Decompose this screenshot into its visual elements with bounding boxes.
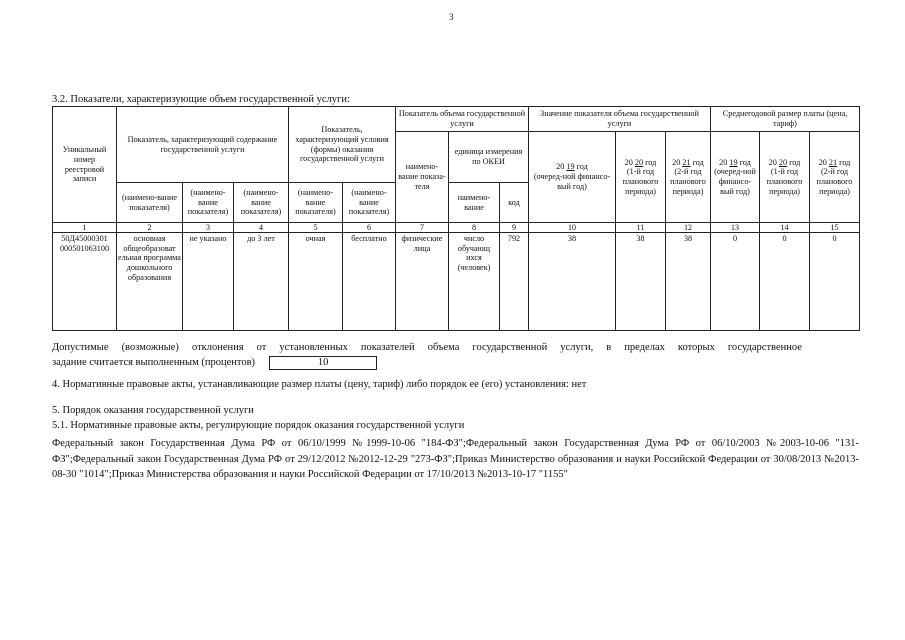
header-unit-name: наимено-вание xyxy=(449,183,500,223)
header-unique-number: Уникальный номер реестровой записи xyxy=(53,107,117,223)
column-numbers-row xyxy=(53,223,860,233)
year-suffix: год xyxy=(645,157,657,167)
year-col-14 xyxy=(760,132,810,223)
year-col-11 xyxy=(616,132,666,223)
year-suffix: год xyxy=(739,157,751,167)
header-content-indicator: Показатель, характеризующий содержание государственной услуги xyxy=(117,107,289,183)
year-value: 20 xyxy=(778,157,788,167)
indicator-name: физические лица xyxy=(396,233,449,331)
section-4: 4. Нормативные правовые акты, устанавливающие размер платы (цену, тариф) либо порядок ее (его) установления: нет xyxy=(52,379,587,390)
word: государственной xyxy=(472,342,548,353)
year-value: 20 xyxy=(634,157,644,167)
content-program: основная общеобразоват ельная программа дошкольного образования xyxy=(117,233,183,331)
word: услуги, xyxy=(560,342,594,353)
year-col-10 xyxy=(529,132,616,223)
word: от xyxy=(256,342,267,353)
column-number: 10 xyxy=(529,223,616,233)
subheader-name-4: (наимено-вание показателя) xyxy=(234,183,289,223)
subheader-name-6: (наимено-вание показателя) xyxy=(343,183,396,223)
column-number: 4 xyxy=(234,223,289,233)
value-year-1: 38 xyxy=(529,233,616,331)
value-year-2: 38 xyxy=(616,233,666,331)
year-prefix: 20 xyxy=(556,162,565,172)
period-label: (очеред-ной финансо-вый год) xyxy=(533,172,611,191)
deviation-value-box: 10 xyxy=(269,356,377,370)
section-5: 5. Порядок оказания государственной услуги xyxy=(52,405,254,416)
word: отклонения xyxy=(191,342,244,353)
year-suffix: год xyxy=(789,157,801,167)
column-number: 3 xyxy=(183,223,234,233)
column-number: 5 xyxy=(289,223,343,233)
period-label: (2-й год планового периода) xyxy=(816,167,853,196)
value-year-3: 38 xyxy=(666,233,711,331)
subheader-name-2: (наимено-вание показателя) xyxy=(117,183,183,223)
fee-year-1: 0 xyxy=(711,233,760,331)
condition-form: очная xyxy=(289,233,343,331)
word: показателей xyxy=(360,342,415,353)
laws-list: Федеральный закон Государственная Дума РФ от 06/10/1999 №1999-10-06 "184-ФЗ";Федеральный закон Государственная Дума РФ от 06/10/2003 №2003-10-06 "131-ФЗ";Федеральный закон Государственная Дума РФ от 29/12/2012 №2012-12-29 "273-ФЗ";Приказ Министерство образования и науки Российской Федерации от 30/08/2013 №2013-08-30 "1014";Приказ Министерства образования и науки Российской Федерации от 17/10/2013 №2013-10-17 "1155" xyxy=(52,438,859,481)
volume-indicators-table xyxy=(52,106,860,331)
year-value: 21 xyxy=(682,157,691,167)
year-col-15 xyxy=(810,132,860,223)
year-value: 19 xyxy=(566,162,575,172)
period-label: (1-й год планового периода) xyxy=(766,167,803,196)
word: Допустимые xyxy=(52,342,109,353)
word: объема xyxy=(427,342,460,353)
deviation-line-2 xyxy=(52,355,802,370)
column-number: 9 xyxy=(500,223,529,233)
column-number: 2 xyxy=(117,223,183,233)
word: государственное xyxy=(727,342,802,353)
column-number: 14 xyxy=(760,223,810,233)
header-unit-code: код xyxy=(500,183,529,223)
year-prefix: 20 xyxy=(719,157,728,167)
fee-year-2: 0 xyxy=(760,233,810,331)
subheader-name-5: (наимено-вание показателя) xyxy=(289,183,343,223)
header-volume-value: Значение показателя объема государственной услуги xyxy=(529,107,711,132)
condition-payment: бесплатно xyxy=(343,233,396,331)
content-not-specified: не указано xyxy=(183,233,234,331)
year-prefix: 20 xyxy=(624,157,633,167)
year-col-12 xyxy=(666,132,711,223)
column-number: 8 xyxy=(449,223,500,233)
deviation-line-1 xyxy=(52,340,802,355)
period-label: (очеред-ной финансо-вый год) xyxy=(714,167,756,196)
column-number: 12 xyxy=(666,223,711,233)
subheader-name-3: (наимено-вание показателя) xyxy=(183,183,234,223)
word: пределах xyxy=(624,342,665,353)
period-label: (1-й год планового периода) xyxy=(622,167,659,196)
column-number: 15 xyxy=(810,223,860,233)
year-value: 19 xyxy=(729,157,738,167)
fee-year-3: 0 xyxy=(810,233,860,331)
year-suffix: год xyxy=(576,162,588,172)
period-label: (2-й год планового периода) xyxy=(670,167,706,196)
table-row xyxy=(53,233,860,331)
year-prefix: 20 xyxy=(672,157,681,167)
column-number: 11 xyxy=(616,223,666,233)
word: (возможные) xyxy=(121,342,179,353)
column-number: 7 xyxy=(396,223,449,233)
unit-name: число обучающ ихся (человек) xyxy=(449,233,500,331)
deviation-label: задание считается выполненным (процентов) xyxy=(52,357,256,368)
header-average-fee: Среднегодовой размер платы (цена, тариф) xyxy=(711,107,860,132)
unit-code: 792 xyxy=(500,233,529,331)
section-title: 3.2. Показатели, характеризующие объем государственной услуги: xyxy=(52,94,350,105)
year-prefix: 20 xyxy=(768,157,777,167)
column-number: 13 xyxy=(711,223,760,233)
word: которых xyxy=(677,342,715,353)
column-number: 1 xyxy=(53,223,117,233)
word: в xyxy=(606,342,612,353)
word: установленных xyxy=(279,342,348,353)
allowed-deviation xyxy=(52,340,802,370)
year-prefix: 20 xyxy=(818,157,827,167)
year-suffix: год xyxy=(839,157,851,167)
year-suffix: год xyxy=(692,157,704,167)
year-value: 21 xyxy=(828,157,838,167)
column-number: 6 xyxy=(343,223,396,233)
year-col-13 xyxy=(711,132,760,223)
header-conditions-indicator: Показатель, характеризующий условия (формы) оказания государственной услуги xyxy=(289,107,396,183)
registry-number: 50Д45000301 000501063100 xyxy=(53,233,117,331)
page-number: 3 xyxy=(449,12,454,22)
content-age: до 3 лет xyxy=(234,233,289,331)
section-5-1: 5.1. Нормативные правовые акты, регулирующие порядок оказания государственной услуги xyxy=(52,420,465,431)
header-volume-indicator: Показатель объема государственной услуги xyxy=(396,107,529,132)
header-indicator-name: наимено-вание показа-теля xyxy=(396,132,449,223)
header-unit-okei: единица измерения по ОКЕИ xyxy=(449,132,529,183)
